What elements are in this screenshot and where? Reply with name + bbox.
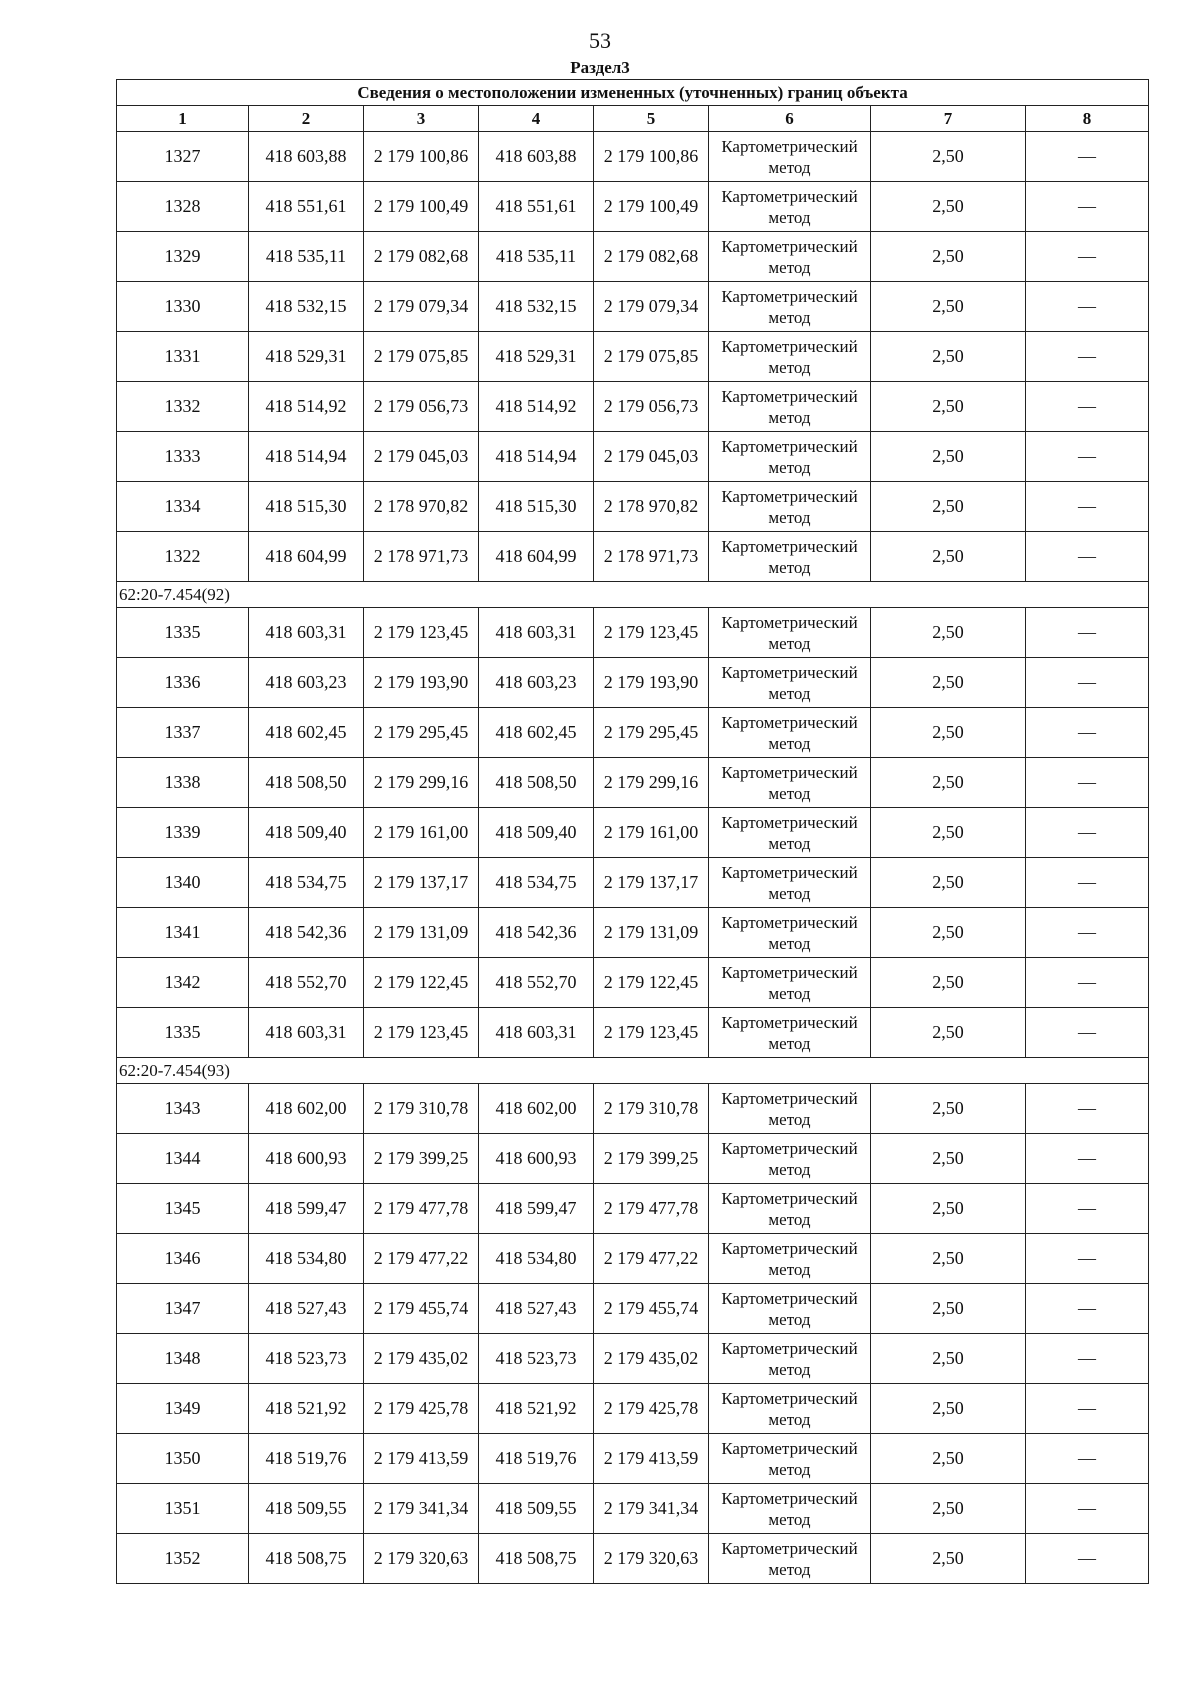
method-cell: Картометрический метод: [709, 608, 871, 658]
description-cell: [1026, 132, 1149, 182]
description-cell: [1026, 958, 1149, 1008]
dash-mark: —: [1078, 296, 1097, 316]
point-number-cell: 1341: [117, 908, 249, 958]
description-cell: [1026, 858, 1149, 908]
y-new-cell: 2 179 413,59: [594, 1434, 709, 1484]
description-cell: [1026, 382, 1149, 432]
dash-mark: —: [1078, 922, 1097, 942]
dash-mark: —: [1078, 1198, 1097, 1218]
accuracy-cell: 2,50: [871, 532, 1026, 582]
x-new-cell: 418 534,75: [479, 858, 594, 908]
description-cell: [1026, 1234, 1149, 1284]
x-existing-cell: 418 551,61: [249, 182, 364, 232]
y-new-cell: 2 179 161,00: [594, 808, 709, 858]
point-number-cell: 1348: [117, 1334, 249, 1384]
x-new-cell: 418 534,80: [479, 1234, 594, 1284]
table-row: [117, 1534, 1149, 1584]
coordinates-table: [116, 79, 1149, 1584]
y-existing-cell: 2 179 425,78: [364, 1384, 479, 1434]
description-cell: [1026, 758, 1149, 808]
point-number-cell: 1343: [117, 1084, 249, 1134]
accuracy-cell: 2,50: [871, 332, 1026, 382]
x-existing-cell: 418 602,00: [249, 1084, 364, 1134]
point-number-cell: 1329: [117, 232, 249, 282]
x-new-cell: 418 509,40: [479, 808, 594, 858]
table-row: [117, 232, 1149, 282]
method-cell: Картометрический метод: [709, 1484, 871, 1534]
accuracy-cell: 2,50: [871, 808, 1026, 858]
y-existing-cell: 2 179 100,49: [364, 182, 479, 232]
x-new-cell: 418 551,61: [479, 182, 594, 232]
point-number-cell: 1344: [117, 1134, 249, 1184]
table-row: [117, 1334, 1149, 1384]
x-new-cell: 418 603,31: [479, 1008, 594, 1058]
x-existing-cell: 418 604,99: [249, 532, 364, 582]
group-row: [117, 1058, 1149, 1084]
y-new-cell: 2 178 970,82: [594, 482, 709, 532]
y-new-cell: 2 179 079,34: [594, 282, 709, 332]
point-number-cell: 1336: [117, 658, 249, 708]
dash-mark: —: [1078, 346, 1097, 366]
y-new-cell: 2 179 082,68: [594, 232, 709, 282]
y-new-cell: 2 179 477,22: [594, 1234, 709, 1284]
dash-mark: —: [1078, 972, 1097, 992]
point-number-cell: 1346: [117, 1234, 249, 1284]
x-existing-cell: 418 508,75: [249, 1534, 364, 1584]
table-row: [117, 432, 1149, 482]
x-existing-cell: 418 508,50: [249, 758, 364, 808]
description-cell: [1026, 1084, 1149, 1134]
description-cell: [1026, 432, 1149, 482]
y-existing-cell: 2 179 310,78: [364, 1084, 479, 1134]
y-existing-cell: 2 179 477,78: [364, 1184, 479, 1234]
y-existing-cell: 2 179 100,86: [364, 132, 479, 182]
method-cell: Картометрический метод: [709, 1084, 871, 1134]
method-cell: Картометрический метод: [709, 1134, 871, 1184]
y-existing-cell: 2 179 320,63: [364, 1534, 479, 1584]
accuracy-cell: 2,50: [871, 182, 1026, 232]
method-cell: Картометрический метод: [709, 182, 871, 232]
y-existing-cell: 2 179 075,85: [364, 332, 479, 382]
dash-mark: —: [1078, 622, 1097, 642]
table-row: [117, 332, 1149, 382]
x-new-cell: 418 532,15: [479, 282, 594, 332]
method-cell: Картометрический метод: [709, 858, 871, 908]
description-cell: [1026, 1134, 1149, 1184]
description-cell: [1026, 1534, 1149, 1584]
point-number-cell: 1335: [117, 1008, 249, 1058]
point-number-cell: 1332: [117, 382, 249, 432]
y-existing-cell: 2 179 045,03: [364, 432, 479, 482]
x-existing-cell: 418 603,23: [249, 658, 364, 708]
point-number-cell: 1342: [117, 958, 249, 1008]
table-row: [117, 858, 1149, 908]
x-new-cell: 418 509,55: [479, 1484, 594, 1534]
y-existing-cell: 2 179 137,17: [364, 858, 479, 908]
accuracy-cell: 2,50: [871, 1134, 1026, 1184]
point-number-cell: 1351: [117, 1484, 249, 1534]
table-row: [117, 908, 1149, 958]
x-new-cell: 418 515,30: [479, 482, 594, 532]
description-cell: [1026, 808, 1149, 858]
point-number-cell: 1350: [117, 1434, 249, 1484]
point-number-cell: 1339: [117, 808, 249, 858]
group-row: [117, 582, 1149, 608]
description-cell: [1026, 1008, 1149, 1058]
y-new-cell: 2 179 123,45: [594, 1008, 709, 1058]
y-new-cell: 2 179 131,09: [594, 908, 709, 958]
x-new-cell: 418 604,99: [479, 532, 594, 582]
dash-mark: —: [1078, 1348, 1097, 1368]
accuracy-cell: 2,50: [871, 1484, 1026, 1534]
x-existing-cell: 418 603,31: [249, 1008, 364, 1058]
y-new-cell: 2 179 320,63: [594, 1534, 709, 1584]
method-cell: Картометрический метод: [709, 1434, 871, 1484]
y-new-cell: 2 179 435,02: [594, 1334, 709, 1384]
table-row: [117, 1284, 1149, 1334]
y-existing-cell: 2 179 122,45: [364, 958, 479, 1008]
x-new-cell: 418 600,93: [479, 1134, 594, 1184]
method-cell: Картометрический метод: [709, 232, 871, 282]
dash-mark: —: [1078, 1022, 1097, 1042]
table-body: [117, 132, 1149, 1584]
x-existing-cell: 418 521,92: [249, 1384, 364, 1434]
method-cell: Картометрический метод: [709, 1184, 871, 1234]
x-existing-cell: 418 535,11: [249, 232, 364, 282]
x-new-cell: 418 529,31: [479, 332, 594, 382]
x-existing-cell: 418 527,43: [249, 1284, 364, 1334]
y-existing-cell: 2 179 295,45: [364, 708, 479, 758]
table-row: [117, 382, 1149, 432]
table-row: [117, 1184, 1149, 1234]
description-cell: [1026, 1384, 1149, 1434]
table-row: [117, 532, 1149, 582]
y-new-cell: 2 179 100,49: [594, 182, 709, 232]
y-new-cell: 2 179 100,86: [594, 132, 709, 182]
accuracy-cell: 2,50: [871, 1434, 1026, 1484]
accuracy-cell: 2,50: [871, 232, 1026, 282]
x-existing-cell: 418 509,55: [249, 1484, 364, 1534]
y-existing-cell: 2 178 971,73: [364, 532, 479, 582]
method-cell: Картометрический метод: [709, 1284, 871, 1334]
x-existing-cell: 418 542,36: [249, 908, 364, 958]
table-row: [117, 1008, 1149, 1058]
table-row: [117, 482, 1149, 532]
x-new-cell: 418 527,43: [479, 1284, 594, 1334]
accuracy-cell: 2,50: [871, 1534, 1026, 1584]
table-row: [117, 758, 1149, 808]
y-existing-cell: 2 179 413,59: [364, 1434, 479, 1484]
accuracy-cell: 2,50: [871, 132, 1026, 182]
x-new-cell: 418 542,36: [479, 908, 594, 958]
accuracy-cell: 2,50: [871, 1234, 1026, 1284]
section-title: Раздел3: [570, 58, 630, 77]
method-cell: Картометрический метод: [709, 658, 871, 708]
accuracy-cell: 2,50: [871, 282, 1026, 332]
dash-mark: —: [1078, 246, 1097, 266]
accuracy-cell: 2,50: [871, 1334, 1026, 1384]
method-cell: Картометрический метод: [709, 908, 871, 958]
x-existing-cell: 418 532,15: [249, 282, 364, 332]
dash-mark: —: [1078, 196, 1097, 216]
point-number-cell: 1347: [117, 1284, 249, 1334]
description-cell: [1026, 1184, 1149, 1234]
x-existing-cell: 418 529,31: [249, 332, 364, 382]
point-number-cell: 1334: [117, 482, 249, 532]
method-cell: Картометрический метод: [709, 382, 871, 432]
accuracy-cell: 2,50: [871, 482, 1026, 532]
dash-mark: —: [1078, 1398, 1097, 1418]
x-new-cell: 418 523,73: [479, 1334, 594, 1384]
dash-mark: —: [1078, 1098, 1097, 1118]
table-caption: Сведения о местоположении измененных (уточненных) границ объекта: [117, 80, 1149, 106]
table-row: [117, 608, 1149, 658]
method-cell: Картометрический метод: [709, 1534, 871, 1584]
table-row: [117, 1434, 1149, 1484]
dash-mark: —: [1078, 1448, 1097, 1468]
method-cell: Картометрический метод: [709, 1234, 871, 1284]
x-existing-cell: 418 602,45: [249, 708, 364, 758]
dash-mark: —: [1078, 872, 1097, 892]
description-cell: [1026, 658, 1149, 708]
y-new-cell: 2 179 193,90: [594, 658, 709, 708]
x-new-cell: 418 508,50: [479, 758, 594, 808]
method-cell: Картометрический метод: [709, 1008, 871, 1058]
y-existing-cell: 2 179 455,74: [364, 1284, 479, 1334]
point-number-cell: 1340: [117, 858, 249, 908]
table-row: [117, 132, 1149, 182]
y-new-cell: 2 179 477,78: [594, 1184, 709, 1234]
accuracy-cell: 2,50: [871, 382, 1026, 432]
y-existing-cell: 2 179 082,68: [364, 232, 479, 282]
method-cell: Картометрический метод: [709, 432, 871, 482]
y-new-cell: 2 179 341,34: [594, 1484, 709, 1534]
method-cell: Картометрический метод: [709, 282, 871, 332]
y-existing-cell: 2 179 079,34: [364, 282, 479, 332]
description-cell: [1026, 332, 1149, 382]
table-row: [117, 1484, 1149, 1534]
dash-mark: —: [1078, 446, 1097, 466]
x-new-cell: 418 602,45: [479, 708, 594, 758]
point-number-cell: 1333: [117, 432, 249, 482]
description-cell: [1026, 708, 1149, 758]
dash-mark: —: [1078, 546, 1097, 566]
y-new-cell: 2 179 122,45: [594, 958, 709, 1008]
point-number-cell: 1322: [117, 532, 249, 582]
y-existing-cell: 2 179 299,16: [364, 758, 479, 808]
x-new-cell: 418 521,92: [479, 1384, 594, 1434]
accuracy-cell: 2,50: [871, 708, 1026, 758]
column-number: 4: [479, 106, 594, 132]
dash-mark: —: [1078, 146, 1097, 166]
x-existing-cell: 418 534,75: [249, 858, 364, 908]
accuracy-cell: 2,50: [871, 1284, 1026, 1334]
y-new-cell: 2 178 971,73: [594, 532, 709, 582]
y-existing-cell: 2 179 123,45: [364, 608, 479, 658]
y-existing-cell: 2 179 341,34: [364, 1484, 479, 1534]
x-existing-cell: 418 515,30: [249, 482, 364, 532]
dash-mark: —: [1078, 1548, 1097, 1568]
point-number-cell: 1345: [117, 1184, 249, 1234]
x-new-cell: 418 519,76: [479, 1434, 594, 1484]
group-label: 62:20-7.454(93): [117, 1058, 1149, 1084]
y-new-cell: 2 179 075,85: [594, 332, 709, 382]
description-cell: [1026, 182, 1149, 232]
method-cell: Картометрический метод: [709, 1334, 871, 1384]
point-number-cell: 1337: [117, 708, 249, 758]
point-number-cell: 1327: [117, 132, 249, 182]
description-cell: [1026, 532, 1149, 582]
y-existing-cell: 2 179 193,90: [364, 658, 479, 708]
y-existing-cell: 2 179 477,22: [364, 1234, 479, 1284]
accuracy-cell: 2,50: [871, 658, 1026, 708]
y-existing-cell: 2 178 970,82: [364, 482, 479, 532]
dash-mark: —: [1078, 772, 1097, 792]
method-cell: Картометрический метод: [709, 532, 871, 582]
accuracy-cell: 2,50: [871, 858, 1026, 908]
table-row: [117, 958, 1149, 1008]
y-existing-cell: 2 179 123,45: [364, 1008, 479, 1058]
point-number-cell: 1352: [117, 1534, 249, 1584]
description-cell: [1026, 908, 1149, 958]
point-number-cell: 1331: [117, 332, 249, 382]
table-row: [117, 658, 1149, 708]
y-new-cell: 2 179 056,73: [594, 382, 709, 432]
dash-mark: —: [1078, 1248, 1097, 1268]
x-new-cell: 418 514,92: [479, 382, 594, 432]
y-existing-cell: 2 179 056,73: [364, 382, 479, 432]
accuracy-cell: 2,50: [871, 1008, 1026, 1058]
dash-mark: —: [1078, 672, 1097, 692]
dash-mark: —: [1078, 822, 1097, 842]
x-existing-cell: 418 523,73: [249, 1334, 364, 1384]
table-row: [117, 1234, 1149, 1284]
x-new-cell: 418 603,23: [479, 658, 594, 708]
x-existing-cell: 418 603,88: [249, 132, 364, 182]
page-number: 53: [589, 28, 611, 53]
method-cell: Картометрический метод: [709, 1384, 871, 1434]
x-existing-cell: 418 600,93: [249, 1134, 364, 1184]
accuracy-cell: 2,50: [871, 608, 1026, 658]
x-existing-cell: 418 509,40: [249, 808, 364, 858]
x-existing-cell: 418 552,70: [249, 958, 364, 1008]
x-new-cell: 418 603,88: [479, 132, 594, 182]
point-number-cell: 1335: [117, 608, 249, 658]
method-cell: Картометрический метод: [709, 708, 871, 758]
method-cell: Картометрический метод: [709, 482, 871, 532]
method-cell: Картометрический метод: [709, 758, 871, 808]
method-cell: Картометрический метод: [709, 958, 871, 1008]
table-row: [117, 708, 1149, 758]
group-label: 62:20-7.454(92): [117, 582, 1149, 608]
y-new-cell: 2 179 425,78: [594, 1384, 709, 1434]
table-row: [117, 1084, 1149, 1134]
y-existing-cell: 2 179 131,09: [364, 908, 479, 958]
dash-mark: —: [1078, 396, 1097, 416]
dash-mark: —: [1078, 722, 1097, 742]
column-number-row: [117, 106, 1149, 132]
table-row: [117, 282, 1149, 332]
description-cell: [1026, 1334, 1149, 1384]
y-new-cell: 2 179 310,78: [594, 1084, 709, 1134]
column-number: 3: [364, 106, 479, 132]
dash-mark: —: [1078, 1148, 1097, 1168]
x-new-cell: 418 602,00: [479, 1084, 594, 1134]
y-new-cell: 2 179 045,03: [594, 432, 709, 482]
column-number: 7: [871, 106, 1026, 132]
method-cell: Картометрический метод: [709, 808, 871, 858]
y-new-cell: 2 179 399,25: [594, 1134, 709, 1184]
accuracy-cell: 2,50: [871, 1084, 1026, 1134]
x-existing-cell: 418 599,47: [249, 1184, 364, 1234]
point-number-cell: 1338: [117, 758, 249, 808]
x-existing-cell: 418 603,31: [249, 608, 364, 658]
point-number-cell: 1330: [117, 282, 249, 332]
accuracy-cell: 2,50: [871, 908, 1026, 958]
accuracy-cell: 2,50: [871, 958, 1026, 1008]
description-cell: [1026, 608, 1149, 658]
column-number: 5: [594, 106, 709, 132]
y-existing-cell: 2 179 435,02: [364, 1334, 479, 1384]
y-existing-cell: 2 179 399,25: [364, 1134, 479, 1184]
x-new-cell: 418 603,31: [479, 608, 594, 658]
description-cell: [1026, 1284, 1149, 1334]
column-number: 8: [1026, 106, 1149, 132]
x-new-cell: 418 514,94: [479, 432, 594, 482]
table-row: [117, 182, 1149, 232]
y-new-cell: 2 179 137,17: [594, 858, 709, 908]
y-new-cell: 2 179 299,16: [594, 758, 709, 808]
x-new-cell: 418 599,47: [479, 1184, 594, 1234]
x-new-cell: 418 535,11: [479, 232, 594, 282]
dash-mark: —: [1078, 1498, 1097, 1518]
dash-mark: —: [1078, 496, 1097, 516]
description-cell: [1026, 1484, 1149, 1534]
y-new-cell: 2 179 295,45: [594, 708, 709, 758]
y-new-cell: 2 179 455,74: [594, 1284, 709, 1334]
table-row: [117, 1134, 1149, 1184]
method-cell: Картометрический метод: [709, 332, 871, 382]
x-existing-cell: 418 514,94: [249, 432, 364, 482]
x-existing-cell: 418 514,92: [249, 382, 364, 432]
accuracy-cell: 2,50: [871, 1184, 1026, 1234]
dash-mark: —: [1078, 1298, 1097, 1318]
table-row: [117, 808, 1149, 858]
method-cell: Картометрический метод: [709, 132, 871, 182]
table-row: [117, 1384, 1149, 1434]
point-number-cell: 1349: [117, 1384, 249, 1434]
column-number: 6: [709, 106, 871, 132]
description-cell: [1026, 282, 1149, 332]
x-existing-cell: 418 534,80: [249, 1234, 364, 1284]
column-number: 1: [117, 106, 249, 132]
y-existing-cell: 2 179 161,00: [364, 808, 479, 858]
y-new-cell: 2 179 123,45: [594, 608, 709, 658]
x-new-cell: 418 508,75: [479, 1534, 594, 1584]
description-cell: [1026, 1434, 1149, 1484]
x-existing-cell: 418 519,76: [249, 1434, 364, 1484]
accuracy-cell: 2,50: [871, 758, 1026, 808]
point-number-cell: 1328: [117, 182, 249, 232]
accuracy-cell: 2,50: [871, 432, 1026, 482]
description-cell: [1026, 482, 1149, 532]
accuracy-cell: 2,50: [871, 1384, 1026, 1434]
column-number: 2: [249, 106, 364, 132]
description-cell: [1026, 232, 1149, 282]
x-new-cell: 418 552,70: [479, 958, 594, 1008]
